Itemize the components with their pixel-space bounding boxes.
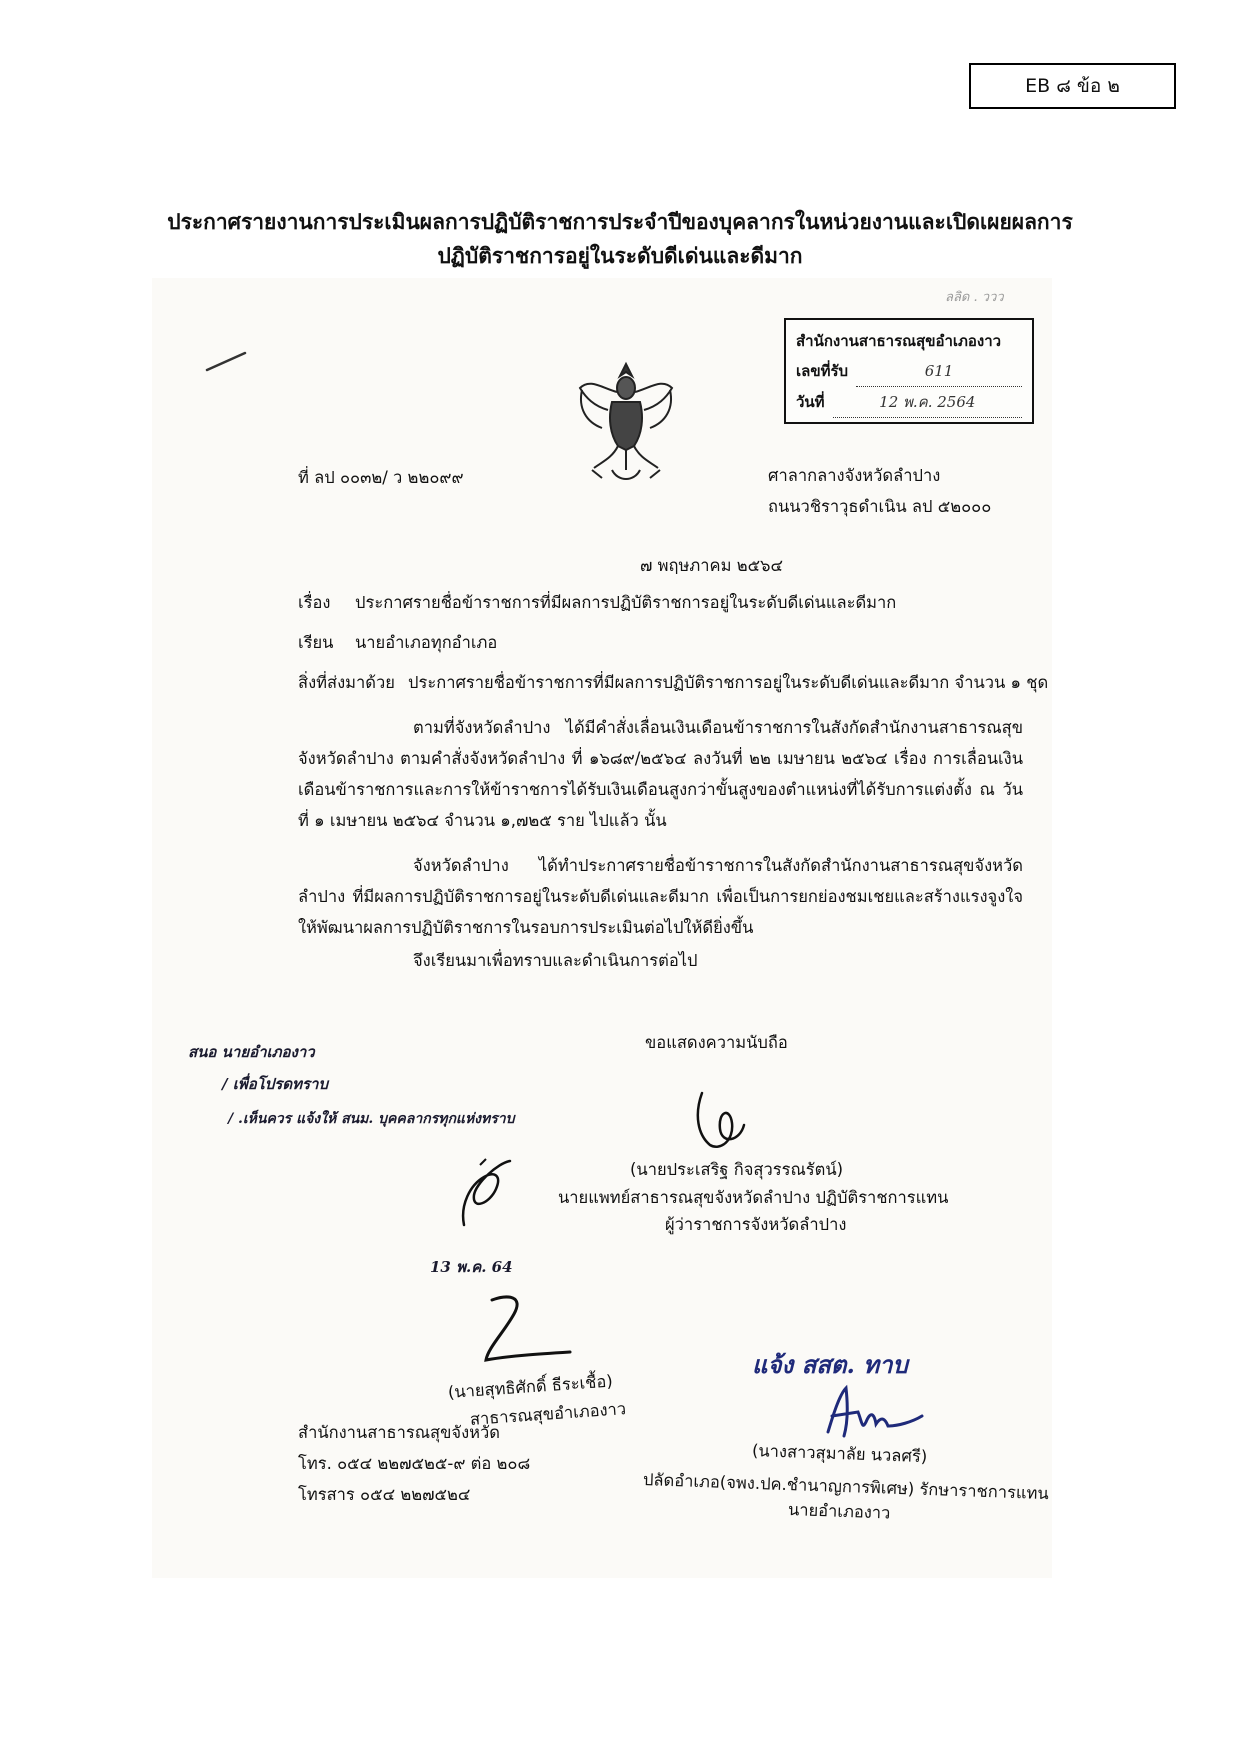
receipt-number-row [796,356,1022,387]
office-fax: โทรสาร ๐๕๔ ๒๒๗๕๒๔ [298,1485,471,1504]
handwritten-note-3: / .เห็นควร แจ้งให้ สนม. บุคคลากรทุกแห่งทราบ [228,1111,515,1127]
signer-name: (นายประเสริฐ กิจสุวรรณรัตน์) [630,1160,844,1179]
body-paragraph-3 [298,945,1023,976]
recipient-label: เรียน [298,633,334,652]
handwritten-blue-note: แจ้ง สสต. ทาบ [752,1350,908,1379]
office-name: สำนักงานสาธารณสุขจังหวัด [298,1423,500,1442]
receipt-number-value: 611 [856,356,1022,387]
signature-2 [478,1290,578,1370]
third-signer-title-line-1: ปลัดอำเภอ(จพง.ปค.ชำนาญการพิเศษ) รักษาราชการแทน [642,1470,1050,1504]
signature-3 [818,1382,928,1442]
sender-address-line-2: ถนนวชิราวุธดำเนิน ลป ๕๒๐๐๐ [768,497,992,516]
signature-1 [690,1085,750,1155]
letter-date: ๗ พฤษภาคม ๒๕๖๔ [640,556,784,575]
title-line-1: ประกาศรายงานการประเมินผลการปฏิบัติราชการประจำปีของบุคลากรในหน่วยงานและเปิดเผยผลการ [167,210,1073,234]
corner-handwritten-note: ลลิด . ววว [945,290,1004,305]
handwritten-note-2: / เพื่อโปรดทราบ [222,1075,328,1093]
subject-label: เรื่อง [298,593,331,612]
receipt-number-label: เลขที่รับ [796,362,849,380]
receipt-stamp [784,318,1034,424]
document-number: ที่ ลป ๐๐๓๒/ ว ๒๒๐๙๙ [298,468,464,487]
signer-title-line-2: ผู้ว่าราชการจังหวัดลำปาง [665,1215,847,1234]
page-title [60,205,1180,273]
handwritten-note-1: สนอ นายอำเภองาว [188,1043,315,1061]
body-paragraph-1 [298,712,1023,836]
body-paragraph-2-text: จังหวัดลำปาง ได้ทำประกาศรายชื่อข้าราชการในสังกัดสำนักงานสาธารณสุขจังหวัดลำปาง ที่มีผลการปฏิบัติราชการอยู่ในระดับดีเด่นและดีมาก เพื่อเป็นการยกย่องชมเชยและสร้างแรงจูงใจให้พัฒนาผลการปฏิบัติราชการในรอบการประเมินต่อไปให้ดียิ่งขึ้น [298,856,1023,937]
body-paragraph-2 [298,850,1023,943]
garuda-emblem [572,358,680,488]
body-paragraph-3-text: จึงเรียนมาเพื่อทราบและดำเนินการต่อไป [413,951,698,970]
handwritten-date: 13 พ.ค. 64 [430,1258,513,1276]
enclosure-label: สิ่งที่ส่งมาด้วย [298,673,395,692]
second-signer-title: สาธารณสุขอำเภองาว [469,1399,627,1429]
receipt-date-row [796,387,1022,418]
enclosure-text: ประกาศรายชื่อข้าราชการที่มีผลการปฏิบัติราชการอยู่ในระดับดีเด่นและดีมาก จำนวน ๑ ชุด [408,673,1049,692]
third-signer-name: (นางสาวสุมาลัย นวลศรี) [751,1441,928,1467]
closing-phrase: ขอแสดงความนับถือ [645,1033,788,1052]
recipient-text: นายอำเภอทุกอำเภอ [355,633,498,652]
receipt-org: สำนักงานสาธารณสุขอำเภองาว [796,332,1002,350]
document-reference-label: EB ๘ ข้อ ๒ [969,63,1176,109]
subject-text: ประกาศรายชื่อข้าราชการที่มีผลการปฏิบัติราชการอยู่ในระดับดีเด่นและดีมาก [355,593,897,612]
sender-address-line-1: ศาลากลางจังหวัดลำปาง [768,466,941,485]
handwritten-signature-left [450,1155,520,1235]
receipt-date-value: 12 พ.ค. 2564 [833,387,1022,418]
pen-stroke-mark [205,350,247,372]
receipt-date-label: วันที่ [796,393,825,411]
signer-title-line-1: นายแพทย์สาธารณสุขจังหวัดลำปาง ปฏิบัติราชการแทน [558,1188,949,1207]
second-signer-name: (นายสุทธิศักดิ์ ธีระเชื้อ) [447,1371,614,1402]
office-phone: โทร. ๐๕๔ ๒๒๗๕๒๕-๙ ต่อ ๒๐๘ [298,1454,531,1473]
title-line-2: ปฏิบัติราชการอยู่ในระดับดีเด่นและดีมาก [437,244,803,268]
third-signer-title-line-2: นายอำเภองาว [787,1500,891,1523]
body-paragraph-1-text: ตามที่จังหวัดลำปาง ได้มีคำสั่งเลื่อนเงินเดือนข้าราชการในสังกัดสำนักงานสาธารณสุขจังหวัดลำปาง ตามคำสั่งจังหวัดลำปาง ที่ ๑๖๘๙/๒๕๖๔ ลงวันที่ ๒๒ เมษายน ๒๕๖๔ เรื่อง การเลื่อนเงินเดือนข้าราชการและการให้ข้าราชการได้รับเงินเดือนสูงกว่าขั้นสูงของตำแหน่งที่ได้รับการแต่งตั้ง ณ วันที่ ๑ เมษายน ๒๕๖๔ จำนวน ๑,๗๒๕ ราย ไปแล้ว นั้น [298,718,1023,830]
